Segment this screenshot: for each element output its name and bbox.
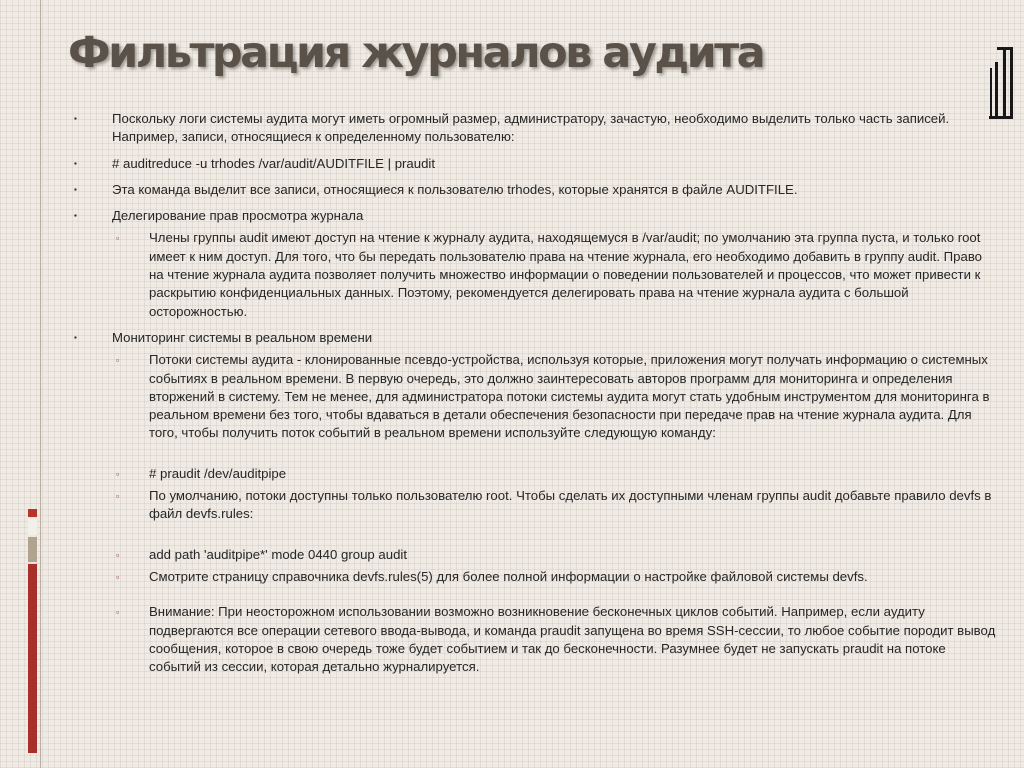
hollow-square-bullet-icon: ▫ (116, 491, 120, 502)
bullet-text: Члены группы audit имеют доступ на чтение к журналу аудита, находящемуся в /var/audit; по умолчанию эта группа пуста, и только root имеет к ним доступ. Для того, что бы передать пользователю права на чтение журнала, его необходимо добавить в группу audit. Право на чтение журнала аудита позволяет получить множество информации о поведении пользователей и процессов, что может привести к раскрытию конфиденциальных данных. Поэтому, рекомендуется делегировать права на чтение журнала аудита с большой осторожностью. (149, 230, 983, 319)
square-bullet-icon: ▪ (74, 158, 77, 168)
decorative-bar-light (28, 519, 37, 535)
hollow-square-bullet-icon: ▫ (116, 607, 120, 618)
square-bullet-icon: ▪ (74, 184, 77, 194)
hollow-square-bullet-icon: ▫ (116, 233, 120, 244)
bullet-text: # auditreduce -u trhodes /var/audit/AUDITFILE | praudit (112, 155, 436, 171)
square-bullet-icon: ▪ (74, 114, 77, 123)
bullet-text: Внимание: При неосторожном использовании возможно возникновение бесконечных циклов событий. Например, если аудиту подвергаются все операции сетевого ввода-вывода, и команда praudit запущена во время SSH-сессии, то любое событие породит вывод сообщения, которое в свою очередь тоже будет событием и так до бесконечности. Разумнее будет не запускать praudit на потоке событий из сессии, которая детально журналируется. (149, 604, 996, 675)
hollow-square-bullet-icon: ▫ (116, 549, 120, 560)
bullet-item (70, 155, 1000, 173)
bullet-text: Эта команда выделит все записи, относящиеся к пользователю trhodes, которые хранятся в файле AUDITFILE. (112, 181, 798, 197)
bullet-text: Мониторинг системы в реальном времени (112, 329, 373, 345)
slide-body (70, 110, 1000, 676)
bullet-text: Поскольку логи системы аудита могут иметь огромный размер, администратору, зачастую, необходимо выделить только часть записей. Например, записи, относящиеся к определенному пользователю: (112, 111, 950, 145)
bullet-text: По умолчанию, потоки доступны только пользователю root. Чтобы сделать их доступными членам группы audit добавьте правило devfs в файл devfs.rules: (149, 488, 992, 522)
slide-title: Фильтрация журналов аудита (68, 28, 764, 78)
bullet-item (70, 110, 1000, 147)
decorative-bar-red (28, 564, 37, 753)
bullet-text: # praudit /dev/auditpipe (149, 465, 287, 481)
bullet-item (70, 329, 1000, 347)
square-bullet-icon: ▪ (74, 332, 77, 342)
square-bullet-icon: ▪ (74, 211, 77, 221)
sub-bullet-item (70, 546, 1000, 564)
bullet-item (70, 181, 1000, 199)
left-rule (40, 0, 41, 768)
sub-bullet-item (70, 568, 1000, 586)
sub-bullet-item (70, 465, 1000, 483)
sub-bullet-item (70, 487, 1000, 524)
sub-bullet-item (70, 351, 1000, 442)
decorative-bar-tan (28, 537, 37, 562)
sub-bullet-item (70, 229, 1000, 320)
bullet-item (70, 207, 1000, 225)
hollow-square-bullet-icon: ▫ (116, 355, 120, 366)
hollow-square-bullet-icon: ▫ (116, 571, 120, 582)
hollow-square-bullet-icon: ▫ (116, 468, 120, 479)
bullet-text: Смотрите страницу справочника devfs.rules(5) для более полной информации о настройке файловой системы devfs. (149, 568, 868, 584)
bullet-text: add path 'auditpipe*' mode 0440 group audit (149, 546, 407, 562)
bullet-text: Делегирование прав просмотра журнала (112, 208, 364, 224)
bullet-text: Потоки системы аудита - клонированные псевдо-устройства, используя которые, приложения могут получать информацию о системных событиях в реальном времени. В первую очередь, это должно заинтересовать авторов программ для мониторинга и определения вторжений в систему. Тем не менее, для администратора потоки системы аудита могут стать удобным инструментом для мониторинга в реальном времени без того, чтобы вдаваться в детали обеспечения безопасности при передаче прав на чтение журнала аудита. Для того, чтобы получить поток событий в реальном времени используйте следующую команду: (149, 352, 990, 441)
sub-bullet-item (70, 603, 1000, 676)
decorative-bar-red-small (28, 509, 37, 517)
